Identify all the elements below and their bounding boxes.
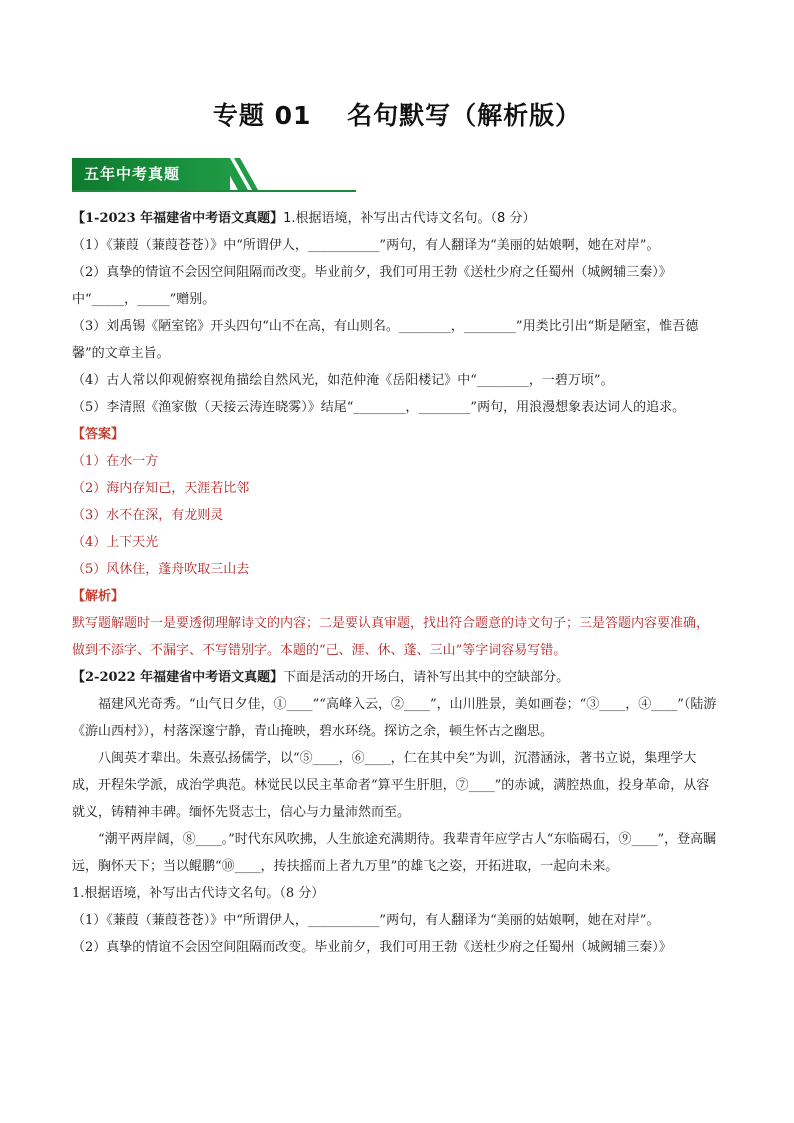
- q2-paragraph-1: 福建风光奇秀。“山气日夕佳，①____”“高峰入云，②____”，山川胜景，美如画卷；“③____，④____”（陆游《游山西村》），村落深邃宁静，青山掩映，碧水环绕。探访之余，顿生怀古之幽思。: [72, 697, 717, 739]
- answer-2: （2）海内存知己，天涯若比邻: [72, 481, 250, 496]
- banner-stripes-icon: [220, 158, 260, 190]
- page-title: 专题 01 名句默写（解析版）: [212, 101, 582, 130]
- answer-4: （4）上下天光: [72, 535, 159, 550]
- banner-underline: [72, 190, 356, 192]
- q2-source: 【2-2022 年福建省中考语文真题】: [72, 670, 284, 685]
- q2-header: [72, 664, 720, 691]
- banner-label: 五年中考真题: [84, 165, 181, 183]
- answer-heading: 【答案】: [72, 427, 125, 442]
- q2-sub-item-2: （2）真挚的情谊不会因空间阻隔而改变。毕业前夕，我们可用王勃《送杜少府之任蜀州（城阙辅三秦）》: [72, 940, 672, 955]
- q1-item-4: （4）古人常以仰观俯察视角描绘自然风光，如范仲淹《岳阳楼记》中“________，一碧万顷”。: [72, 373, 614, 388]
- q1-item-1: （1）《蒹葭（蒹葭苍苍）》中“所谓伊人，___________”两句，有人翻译为“美丽的姑娘啊，她在对岸”。: [72, 238, 660, 253]
- q2-sub-item-1: （1）《蒹葭（蒹葭苍苍）》中“所谓伊人，___________”两句，有人翻译为“美丽的姑娘啊，她在对岸”。: [72, 913, 660, 928]
- q1-source: 【1-2023 年福建省中考语文真题】: [72, 211, 284, 226]
- q1-item-3: （3）刘禹锡《陋室铭》开头四句“山不在高，有山则名。________，________”用类比引出“斯是陋室，惟吾德馨”的文章主旨。: [72, 319, 699, 361]
- answer-1: （1）在水一方: [72, 454, 159, 469]
- q1-header: [72, 205, 720, 232]
- q1-stem: 1.根据语境，补写出古代诗文名句。（8 分）: [283, 211, 536, 226]
- section-banner: [72, 158, 356, 192]
- q2-sub-stem: 1.根据语境，补写出古代诗文名句。（8 分）: [72, 886, 325, 901]
- analysis-heading: 【解析】: [72, 589, 125, 604]
- main-content: [72, 205, 720, 961]
- banner-box: [72, 158, 230, 190]
- answer-3: （3）水不在深，有龙则灵: [72, 508, 224, 523]
- q2-paragraph-3: “潮平两岸阔，⑧____。”时代东风吹拂，人生旅途充满期待。我辈青年应学古人“东临碣石，⑨____”，登高瞩远，胸怀天下；当以鲲鹏“⑩____，抟扶摇而上者九万里”的雄飞之姿，开拓进取，一起向未来。: [72, 832, 717, 874]
- q1-item-5: （5）李清照《渔家傲（天接云涛连晓雾）》结尾“________，________”两句，用浪漫想象表达词人的追求。: [72, 400, 686, 415]
- q1-item-2: （2）真挚的情谊不会因空间阻隔而改变。毕业前夕，我们可用王勃《送杜少府之任蜀州（城阙辅三秦）》中“_____，_____”赠别。: [72, 265, 672, 307]
- analysis-text: 默写题解题时一是要透彻理解诗文的内容；二是要认真审题，找出符合题意的诗文句子；三是答题内容要准确，做到不添字、不漏字、不写错别字。本题的“己、涯、休、蓬、三山”等字词容易写错。: [72, 616, 710, 658]
- q2-stem: 下面是活动的开场白，请补写出其中的空缺部分。: [283, 670, 570, 685]
- answer-5: （5）风休住，蓬舟吹取三山去: [72, 562, 250, 577]
- q2-paragraph-2: 八闽英才辈出。朱熹弘扬儒学，以“⑤____，⑥____，仁在其中矣”为训，沉潜涵泳，著书立说，集理学大成，开程朱学派，成治学典范。林觉民以民主革命者“算平生肝胆，⑦____”的赤诚，满腔热血，投身革命，从容就义，铸精神丰碑。缅怀先贤志士，信心与力量沛然而至。: [72, 751, 710, 820]
